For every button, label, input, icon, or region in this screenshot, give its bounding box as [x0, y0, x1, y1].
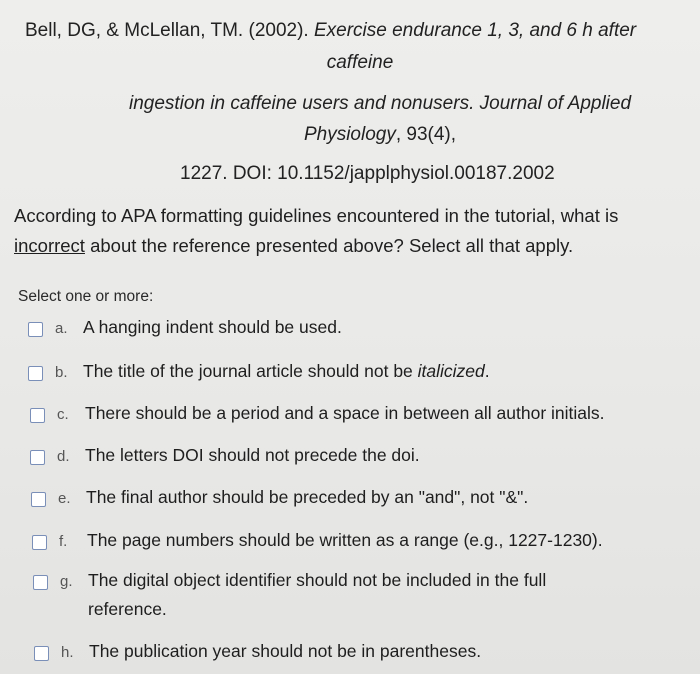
option-g[interactable]: [33, 571, 633, 624]
option-a-checkbox[interactable]: [28, 322, 43, 337]
option-h-letter: h.: [61, 644, 74, 661]
option-a-text[interactable]: A hanging indent should be used.: [83, 317, 342, 337]
question-part-2: about the reference presented above? Select all that apply.: [84, 235, 574, 256]
option-b[interactable]: [28, 362, 490, 386]
reference-title-part-1: Exercise endurance 1, 3, and 6 h after: [313, 20, 637, 41]
option-d-text[interactable]: The letters DOI should not precede the doi.: [85, 445, 420, 465]
option-a-letter: a.: [55, 320, 68, 337]
option-f-checkbox[interactable]: [32, 535, 47, 550]
option-e-text[interactable]: The final author should be preceded by an "and", not "&".: [86, 487, 529, 507]
question-part-1: According to APA formatting guidelines encountered in the tutorial, what is: [14, 205, 619, 226]
option-c-letter: c.: [57, 406, 69, 423]
reference-journal-name: Physiology: [303, 124, 396, 145]
option-e-letter: e.: [58, 490, 71, 507]
question-underlined-word: incorrect: [14, 235, 85, 256]
reference-authors: Bell, DG, & McLellan, TM. (2002).: [25, 20, 314, 41]
reference-line-3: [0, 93, 700, 115]
option-d[interactable]: [30, 446, 420, 470]
option-d-letter: d.: [57, 448, 70, 465]
option-c-text[interactable]: There should be a period and a space in between all author initials.: [85, 403, 605, 423]
option-c[interactable]: [30, 404, 605, 428]
option-b-text-end: .: [484, 361, 490, 381]
reference-volume: , 93(4),: [395, 124, 457, 145]
option-f-letter: f.: [59, 533, 68, 550]
reference-line-2: [0, 52, 700, 74]
option-b-text-italic: italicized: [417, 361, 485, 381]
option-f-text[interactable]: The page numbers should be written as a range (e.g., 1227-1230).: [87, 530, 603, 550]
option-h-checkbox[interactable]: [34, 646, 49, 661]
reference-line-1: [25, 20, 636, 42]
option-b-text-plain: The title of the journal article should not be: [83, 361, 418, 381]
option-d-checkbox[interactable]: [30, 450, 45, 465]
option-g-text[interactable]: The digital object identifier should not be included in the full reference.: [88, 570, 547, 619]
option-f[interactable]: [32, 531, 603, 555]
option-b-letter: b.: [55, 364, 68, 381]
option-e[interactable]: [31, 488, 528, 512]
option-e-checkbox[interactable]: [31, 492, 46, 507]
reference-title-part-2: caffeine: [326, 52, 394, 73]
option-b-text[interactable]: [83, 357, 490, 386]
option-c-checkbox[interactable]: [30, 408, 45, 423]
option-h[interactable]: [34, 642, 481, 666]
option-h-text[interactable]: The publication year should not be in parentheses.: [89, 641, 482, 661]
reference-line-5: 1227. DOI: 10.1152/japplphysiol.00187.2002: [180, 163, 555, 184]
question-text: [14, 201, 694, 261]
reference-title-part-3: ingestion in caffeine users and nonusers. Journal of Applied: [128, 93, 632, 114]
option-g-checkbox[interactable]: [33, 575, 48, 590]
reference-line-4: [0, 124, 700, 146]
select-instruction: Select one or more:: [18, 288, 154, 305]
option-g-letter: g.: [60, 573, 73, 590]
option-a[interactable]: [28, 318, 342, 342]
option-b-checkbox[interactable]: [28, 366, 43, 381]
